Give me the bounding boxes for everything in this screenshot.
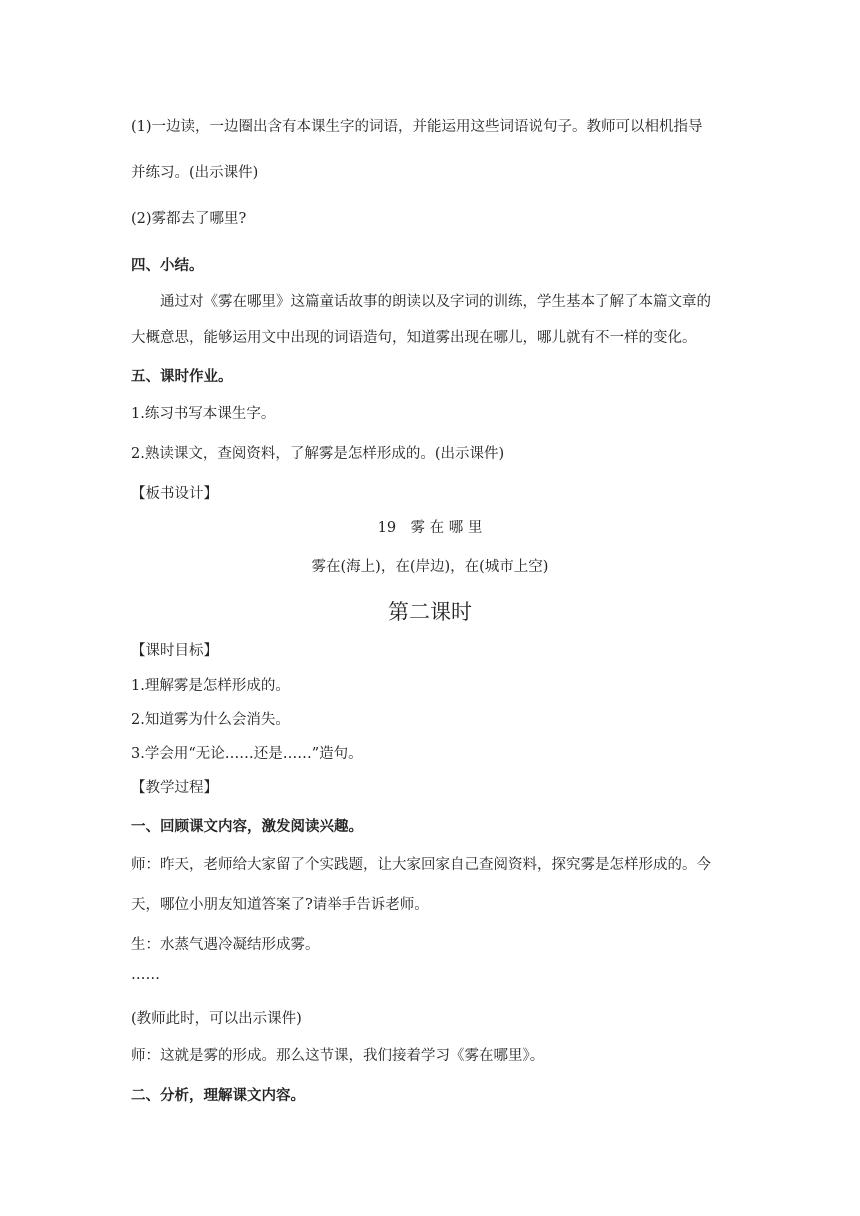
list-item: 1.理解雾是怎样形成的。: [131, 678, 290, 694]
list-item: 2.知道雾为什么会消失。: [131, 712, 290, 728]
paragraph-line: 并练习。(出示课件): [131, 165, 259, 181]
process-label: 【教学过程】: [131, 780, 218, 796]
paragraph-line: (教师此时，可以出示课件): [131, 1011, 302, 1027]
paragraph-line: (2)雾都去了哪里?: [131, 211, 247, 227]
list-item: 3.学会用“无论……还是……”造句。: [131, 746, 363, 762]
ellipsis: ……: [131, 967, 160, 983]
goals-label: 【课时目标】: [131, 643, 218, 659]
paragraph-line: 师：昨天，老师给大家留了个实践题，让大家回家自己查阅资料，探究雾是怎样形成的。今: [131, 857, 711, 873]
paragraph-line: 师：这就是雾的形成。那么这节课，我们接着学习《雾在哪里》。: [131, 1048, 545, 1064]
paragraph-line: 生：水蒸气遇冷凝结形成雾。: [131, 937, 320, 953]
section-heading: 一、回顾课文内容，激发阅读兴趣。: [131, 819, 363, 835]
board-title: 19 雾 在 哪 里: [377, 520, 483, 536]
board-design-label: 【板书设计】: [131, 486, 218, 502]
paragraph-line: (1)一边读，一边圈出含有本课生字的词语，并能运用这些词语说句子。教师可以相机指导: [131, 119, 703, 135]
list-item: 2.熟读课文，查阅资料，了解雾是怎样形成的。(出示课件): [131, 446, 505, 462]
section-heading: 四、小结。: [131, 258, 204, 274]
list-item: 1.练习书写本课生字。: [131, 406, 276, 422]
paragraph-line: 通过对《雾在哪里》这篇童话故事的朗读以及字词的训练，学生基本了解了本篇文章的: [160, 294, 711, 310]
lesson-title: 第二课时: [388, 600, 472, 624]
section-heading: 五、课时作业。: [131, 369, 233, 385]
board-content: 雾在(海上)，在(岸边)，在(城市上空): [311, 559, 549, 575]
paragraph-line: 大概意思，能够运用文中出现的词语造句，知道雾出现在哪儿，哪儿就有不一样的变化。: [131, 330, 697, 346]
paragraph-line: 天，哪位小朋友知道答案了?请举手告诉老师。: [131, 897, 429, 913]
section-heading: 二、分析，理解课文内容。: [131, 1088, 305, 1104]
